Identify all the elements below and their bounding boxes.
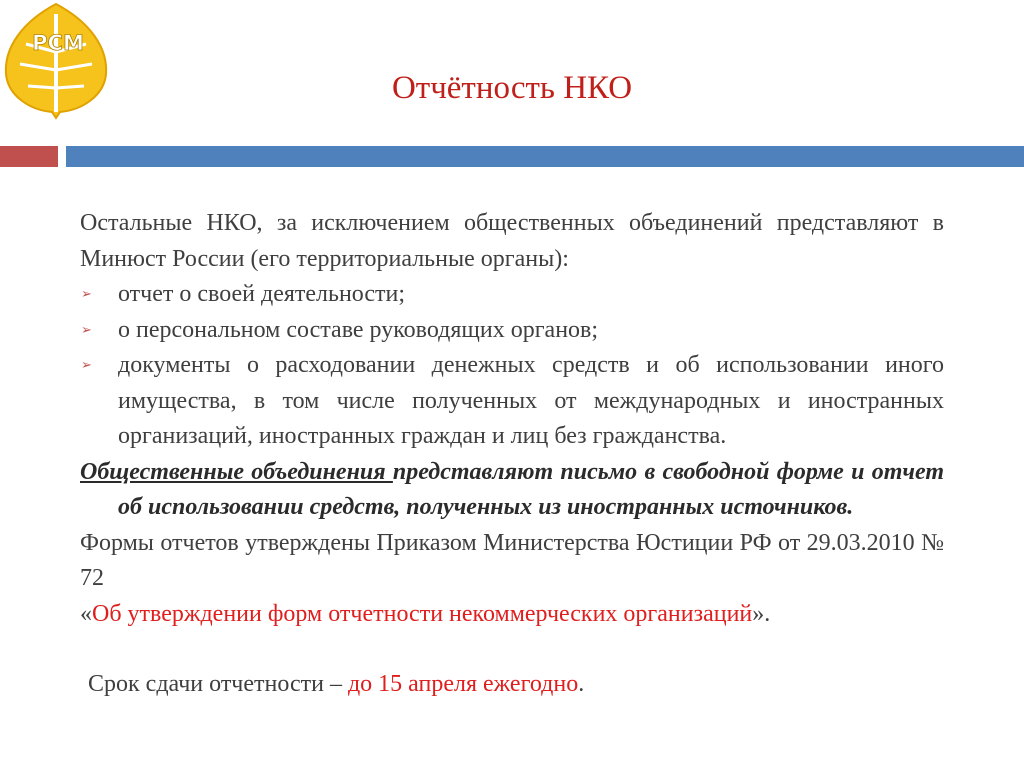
public-associations-paragraph: [80, 455, 944, 526]
bullet-item: [80, 348, 944, 455]
quote-close: ».: [752, 600, 771, 627]
public-associations-term: Общественные объединения: [80, 458, 393, 485]
deadline-line: [80, 667, 944, 703]
public-associations-text: представляют письмо в свободной форме и отчет об использовании средств, полученных из иностранных источников.: [118, 458, 944, 520]
accent-bar-blue: [66, 146, 1024, 167]
forms-paragraph: Формы отчетов утверждены Приказом Министерства Юстиции РФ от 29.03.2010 № 72: [80, 529, 944, 591]
order-title: Об утверждении форм отчетности некоммерческих организаций: [92, 600, 753, 627]
accent-bar-red: [0, 146, 58, 167]
bullet-text: отчет о своей деятельности;: [118, 281, 406, 307]
arrow-bullet-icon: ➢: [81, 322, 92, 338]
quote-open: «: [80, 600, 92, 627]
deadline-label: Срок сдачи отчетности –: [88, 671, 348, 697]
bullet-text: документы о расходовании денежных средств и об использовании иного имущества, в том числе полученных от международных и иностранных организаций, иностранных граждан и лиц без гражданства.: [118, 352, 944, 449]
logo-text: РСМ: [32, 31, 84, 55]
order-title-line: [80, 597, 944, 633]
slide-title: Отчётность НКО: [391, 70, 633, 106]
deadline-end: .: [578, 671, 585, 697]
deadline-value: до 15 апреля ежегодно: [347, 671, 579, 697]
bullet-item: [80, 277, 944, 313]
intro-paragraph: Остальные НКО, за исключением общественных объединений представляют в Минюст России (его территориальные органы):: [80, 210, 944, 272]
bullet-item: [80, 313, 944, 349]
arrow-bullet-icon: ➢: [81, 358, 92, 373]
bullet-text: о персональном составе руководящих органов;: [118, 316, 599, 343]
arrow-bullet-icon: ➢: [81, 287, 92, 302]
slide-body: [80, 206, 944, 703]
